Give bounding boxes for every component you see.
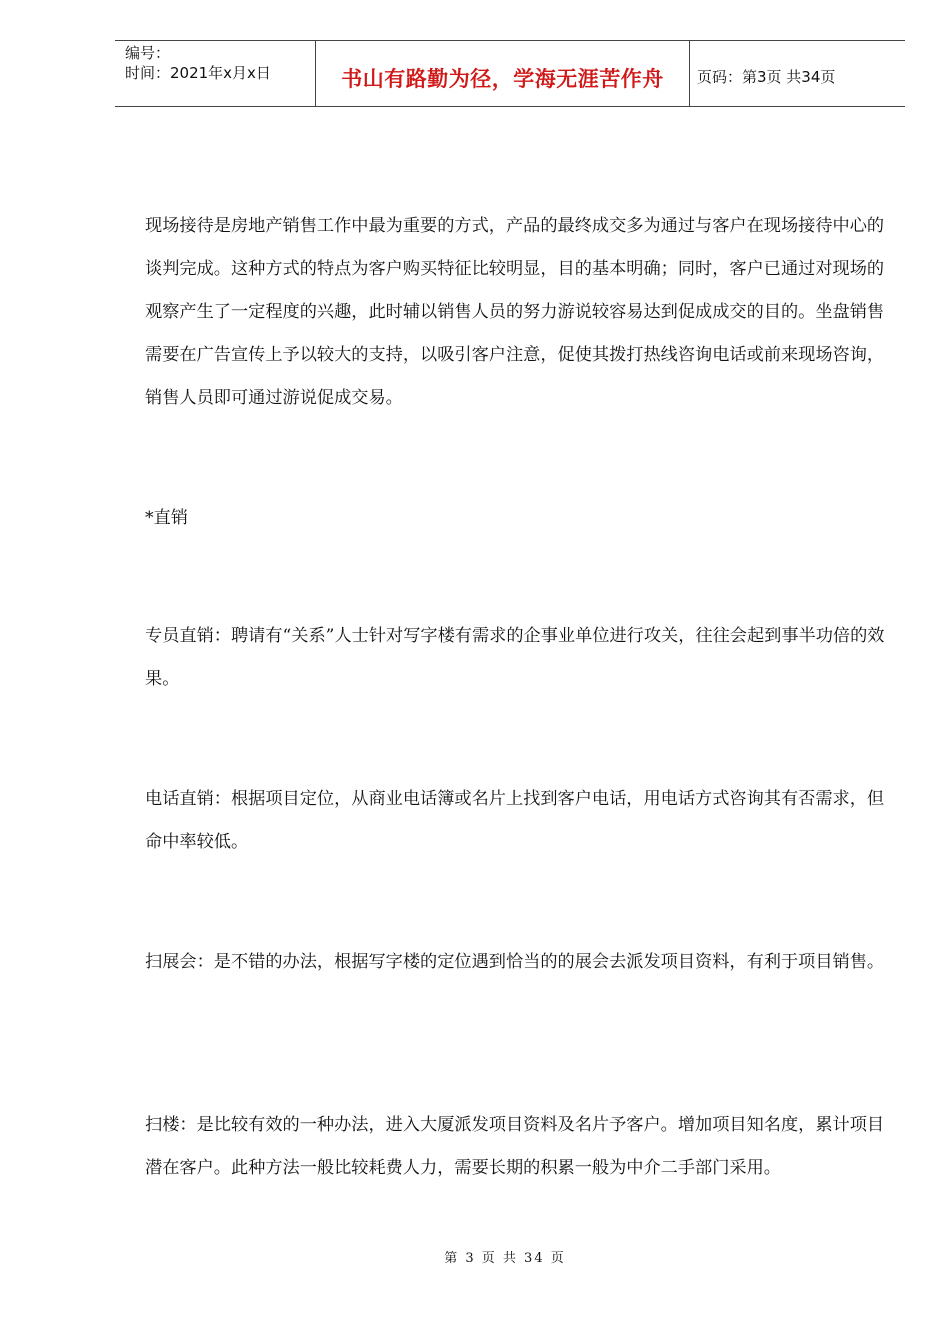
time-label: 时间：2021年x月x日 xyxy=(125,64,271,82)
serial-label: 编号： xyxy=(125,44,171,62)
paragraph-onsite-reception: 现场接待是房地产销售工作中最为重要的方式，产品的最终成交多为通过与客户在现场接待中心的谈判完成。这种方式的特点为客户购买特征比较明显，目的基本明确；同时，客户已通过对现场的观察产生了一定程度的兴趣，此时辅以销售人员的努力游说较容易达到促成成交的目的。坐盘销售需要在广告宣传上予以较大的支持，以吸引客户注意，促使其拨打热线咨询电话或前来现场咨询，销售人员即可通过游说促成交易。 xyxy=(145,216,885,408)
section-heading-direct-sales: *直销 xyxy=(145,508,188,528)
header-meta xyxy=(125,43,271,83)
header-divider xyxy=(689,41,690,107)
paragraph-exhibition-sweep: 扫展会：是不错的办法，根据写字楼的定位遇到恰当的的展会去派发项目资料，有利于项目销售。 xyxy=(145,952,885,972)
page-header xyxy=(115,40,905,107)
header-motto: 书山有路勤为径，学海无涯苦作舟 xyxy=(341,67,664,91)
header-page-info: 页码：第3页 共34页 xyxy=(697,68,836,86)
paragraph-phone-direct-sales: 电话直销：根据项目定位，从商业电话簿或名片上找到客户电话，用电话方式咨询其有否需求，但命中率较低。 xyxy=(145,789,885,852)
paragraph-building-sweep: 扫楼：是比较有效的一种办法，进入大厦派发项目资料及名片予客户。增加项目知名度，累计项目潜在客户。此种方法一般比较耗费人力，需要长期的积累一般为中介二手部门采用。 xyxy=(145,1115,885,1178)
page-footer: 第 3 页 共 34 页 xyxy=(444,1251,566,1266)
paragraph-specialist-direct-sales: 专员直销：聘请有“关系”人士针对写字楼有需求的企事业单位进行攻关，往往会起到事半功倍的效果。 xyxy=(145,626,885,689)
